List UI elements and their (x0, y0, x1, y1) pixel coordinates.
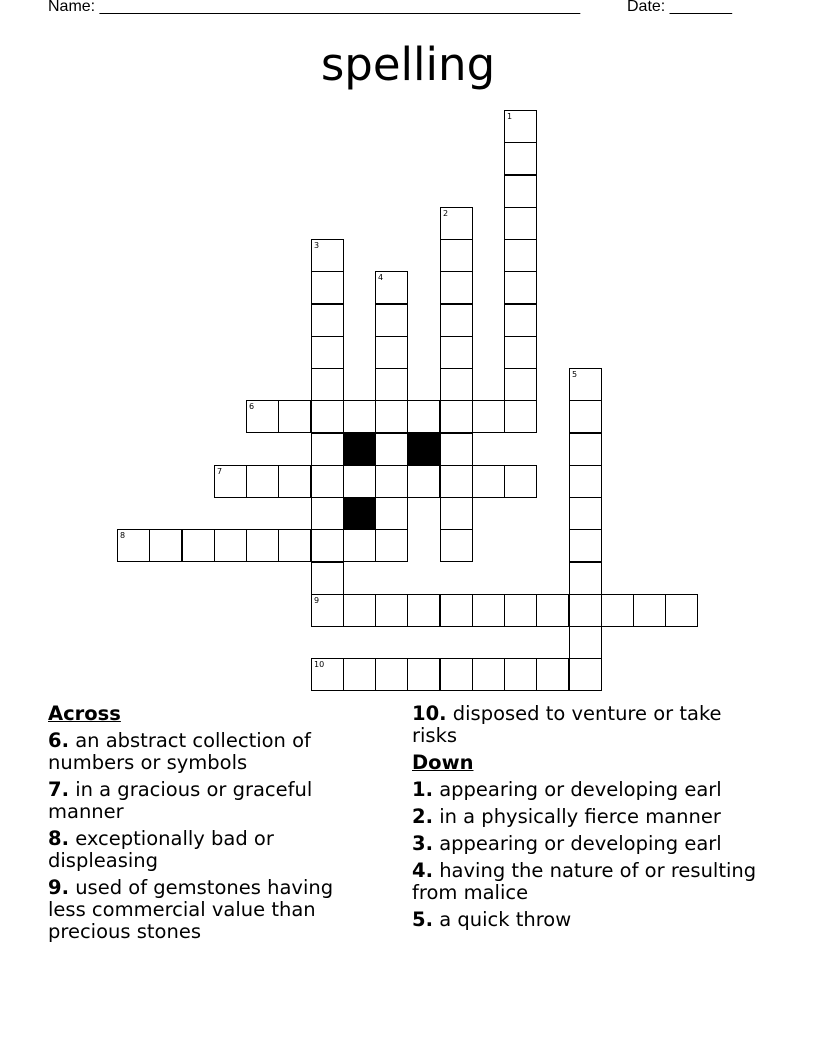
grid-cell[interactable] (375, 465, 408, 498)
grid-cell[interactable] (440, 433, 473, 466)
grid-cell[interactable] (343, 400, 376, 433)
clue-number-label: 8 (120, 531, 126, 540)
grid-cell[interactable] (569, 368, 602, 401)
clue-number: 1. (412, 778, 433, 801)
clues-left-column (48, 703, 368, 948)
across-clue (48, 828, 368, 872)
grid-cell[interactable] (311, 400, 344, 433)
clue-text: in a gracious or graceful manner (48, 778, 313, 823)
grid-cell[interactable] (311, 465, 344, 498)
clue-number-label: 2 (443, 209, 449, 218)
grid-cell[interactable] (504, 400, 537, 433)
clue-number: 9. (48, 876, 69, 899)
clues-right-column (412, 703, 772, 936)
grid-cell[interactable] (440, 368, 473, 401)
grid-cell[interactable] (504, 207, 537, 240)
grid-cell[interactable] (375, 594, 408, 627)
grid-cell[interactable] (440, 207, 473, 240)
grid-cell[interactable] (407, 465, 440, 498)
clue-number-label: 4 (378, 273, 384, 282)
across-clue (48, 779, 368, 823)
grid-cell[interactable] (375, 400, 408, 433)
clue-number: 5. (412, 908, 433, 931)
clue-number-label: 5 (572, 370, 578, 379)
clue-number-label: 9 (314, 596, 320, 605)
grid-cell[interactable] (343, 594, 376, 627)
grid-cell[interactable] (569, 529, 602, 562)
grid-cell[interactable] (472, 400, 505, 433)
grid-cell[interactable] (311, 497, 344, 530)
clue-number-label: 10 (314, 660, 325, 669)
black-square (343, 497, 376, 530)
grid-cell[interactable] (149, 529, 182, 562)
grid-cell[interactable] (375, 271, 408, 304)
across-heading: Across (48, 702, 121, 725)
grid-cell[interactable] (440, 658, 473, 691)
clue-text: disposed to venture or take risks (412, 702, 722, 747)
grid-cell[interactable] (375, 336, 408, 369)
grid-cell[interactable] (311, 594, 344, 627)
clue-text: in a physically fierce manner (439, 805, 721, 828)
grid-cell[interactable] (569, 658, 602, 691)
down-heading: Down (412, 751, 474, 774)
grid-cell[interactable] (504, 465, 537, 498)
clue-text: appearing or developing earl (439, 832, 722, 855)
grid-cell[interactable] (504, 142, 537, 175)
clue-text: used of gemstones having less commercial value than precious stones (48, 876, 334, 943)
clue-number: 7. (48, 778, 69, 801)
grid-cell[interactable] (569, 433, 602, 466)
grid-cell[interactable] (214, 529, 247, 562)
grid-cell[interactable] (407, 658, 440, 691)
grid-cell[interactable] (440, 239, 473, 272)
grid-cell[interactable] (440, 304, 473, 337)
down-clue (412, 779, 772, 801)
grid-cell[interactable] (633, 594, 666, 627)
grid-cell[interactable] (311, 336, 344, 369)
grid-cell[interactable] (407, 594, 440, 627)
grid-cell[interactable] (182, 529, 215, 562)
grid-cell[interactable] (504, 368, 537, 401)
grid-cell[interactable] (311, 368, 344, 401)
grid-cell[interactable] (440, 594, 473, 627)
grid-cell[interactable] (246, 529, 279, 562)
grid-cell[interactable] (504, 239, 537, 272)
clue-number: 2. (412, 805, 433, 828)
grid-cell[interactable] (278, 400, 311, 433)
down-clue (412, 860, 772, 904)
black-square (407, 433, 440, 466)
grid-cell[interactable] (311, 304, 344, 337)
grid-cell[interactable] (504, 304, 537, 337)
grid-cell[interactable] (472, 594, 505, 627)
grid-cell[interactable] (504, 175, 537, 208)
clue-number: 4. (412, 859, 433, 882)
grid-cell[interactable] (665, 594, 698, 627)
grid-cell[interactable] (375, 497, 408, 530)
date-field[interactable]: Date: _______ (627, 0, 732, 15)
across-clue (412, 703, 772, 747)
clue-number-label: 3 (314, 241, 320, 250)
grid-cell[interactable] (375, 658, 408, 691)
grid-cell[interactable] (375, 304, 408, 337)
grid-cell[interactable] (569, 626, 602, 659)
grid-cell[interactable] (440, 465, 473, 498)
name-field[interactable]: Name: ______________________________________________________ (48, 0, 581, 15)
across-clue (48, 877, 368, 943)
grid-cell[interactable] (278, 529, 311, 562)
clue-text: an abstract collection of numbers or symbols (48, 729, 311, 774)
grid-cell[interactable] (375, 368, 408, 401)
grid-cell[interactable] (278, 465, 311, 498)
grid-cell[interactable] (407, 400, 440, 433)
grid-cell[interactable] (536, 594, 569, 627)
clue-number-label: 7 (217, 467, 223, 476)
clue-text: appearing or developing earl (439, 778, 722, 801)
grid-cell[interactable] (311, 239, 344, 272)
clue-text: having the nature of or resulting from malice (412, 859, 757, 904)
grid-cell[interactable] (504, 271, 537, 304)
grid-cell[interactable] (569, 465, 602, 498)
down-clue (412, 833, 772, 855)
grid-cell[interactable] (504, 336, 537, 369)
page-title: spelling (320, 38, 496, 91)
grid-cell[interactable] (536, 658, 569, 691)
grid-cell[interactable] (504, 658, 537, 691)
down-clue (412, 806, 772, 828)
grid-cell[interactable] (117, 529, 150, 562)
grid-cell[interactable] (440, 271, 473, 304)
clue-number: 8. (48, 827, 69, 850)
grid-cell[interactable] (472, 658, 505, 691)
grid-cell[interactable] (569, 562, 602, 595)
down-clue (412, 909, 772, 931)
clue-number-label: 1 (507, 112, 513, 121)
grid-cell[interactable] (375, 433, 408, 466)
grid-cell[interactable] (311, 271, 344, 304)
grid-cell[interactable] (343, 529, 376, 562)
black-square (343, 433, 376, 466)
grid-cell[interactable] (311, 529, 344, 562)
clue-number: 3. (412, 832, 433, 855)
grid-cell[interactable] (569, 497, 602, 530)
grid-cell[interactable] (375, 529, 408, 562)
grid-cell[interactable] (569, 594, 602, 627)
clue-number: 6. (48, 729, 69, 752)
grid-cell[interactable] (440, 497, 473, 530)
grid-cell[interactable] (601, 594, 634, 627)
grid-cell[interactable] (440, 336, 473, 369)
grid-cell[interactable] (246, 400, 279, 433)
grid-cell[interactable] (311, 433, 344, 466)
grid-cell[interactable] (504, 110, 537, 143)
grid-cell[interactable] (472, 465, 505, 498)
grid-cell[interactable] (214, 465, 247, 498)
grid-cell[interactable] (440, 400, 473, 433)
grid-cell[interactable] (246, 465, 279, 498)
grid-cell[interactable] (311, 562, 344, 595)
grid-cell[interactable] (343, 465, 376, 498)
grid-cell[interactable] (343, 658, 376, 691)
grid-cell[interactable] (311, 658, 344, 691)
grid-cell[interactable] (569, 400, 602, 433)
across-clue (48, 730, 368, 774)
clue-number-label: 6 (249, 402, 255, 411)
clue-text: exceptionally bad or displeasing (48, 827, 274, 872)
clue-number: 10. (412, 702, 447, 725)
clue-text: a quick throw (439, 908, 572, 931)
grid-cell[interactable] (504, 594, 537, 627)
grid-cell[interactable] (440, 529, 473, 562)
